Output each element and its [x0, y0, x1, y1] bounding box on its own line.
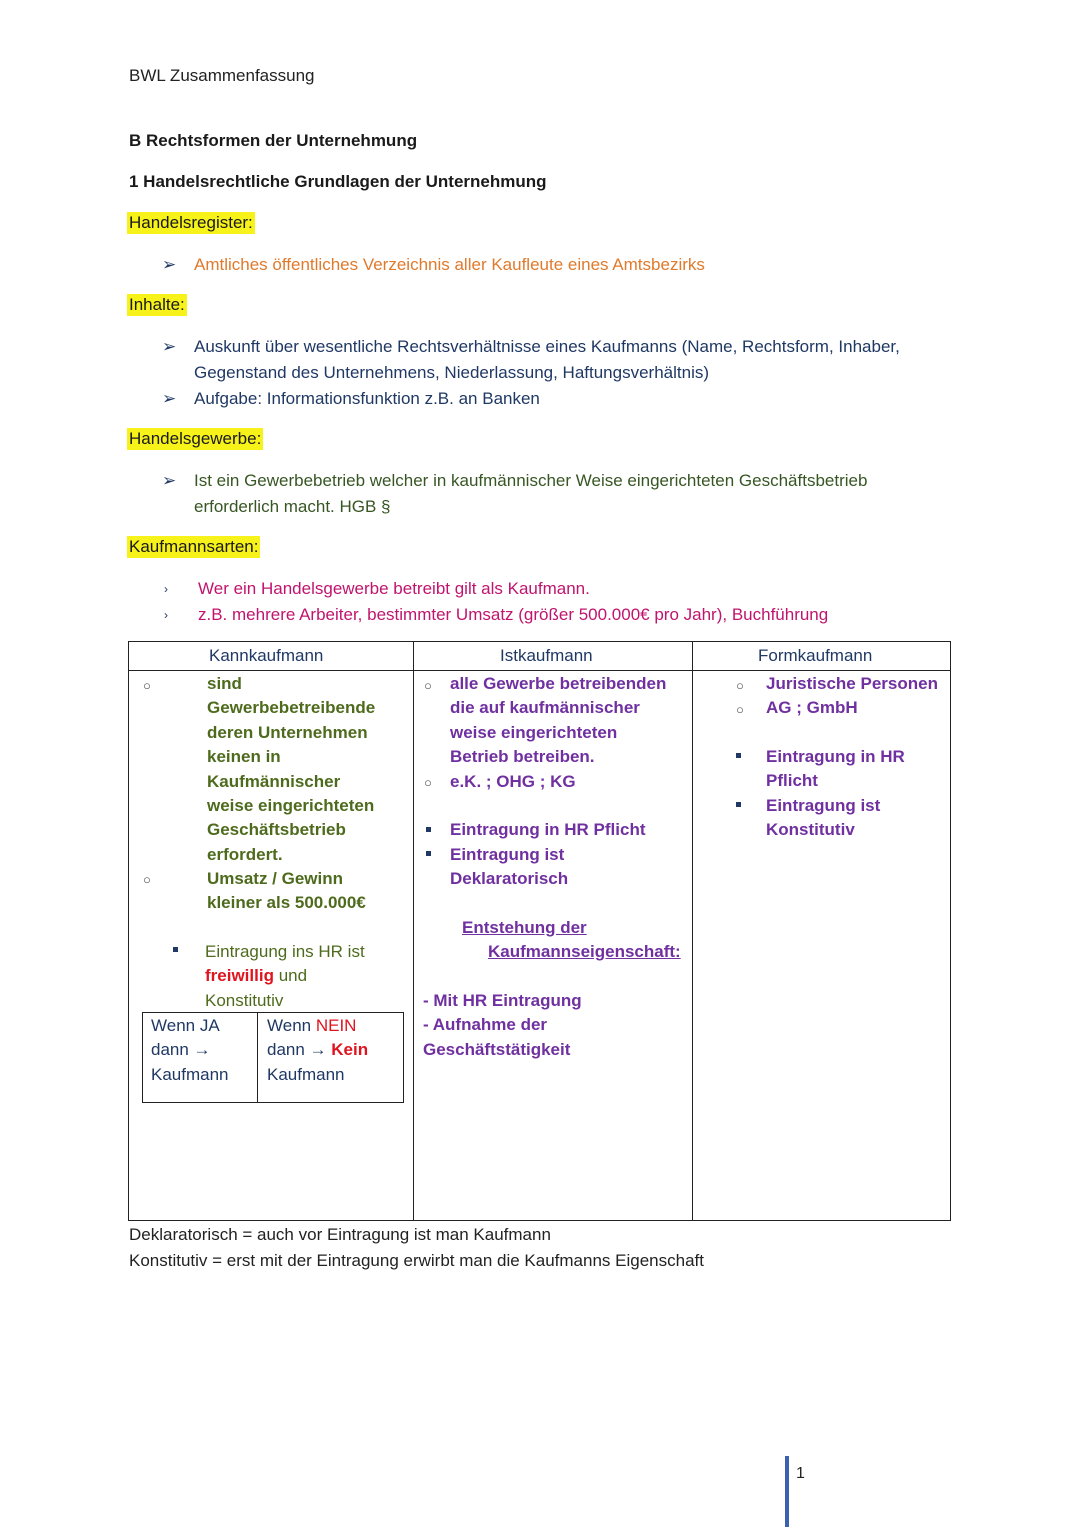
kann-desc-line: sind: [207, 674, 242, 693]
wenn-nein-line: [267, 1038, 368, 1062]
arrow-bullet-icon: ➢: [162, 471, 177, 490]
wenn-ja-line: Kaufmann: [151, 1064, 229, 1084]
circle-bullet-icon: ○: [736, 678, 744, 693]
square-bullet-icon: [426, 827, 431, 832]
table-divider: [413, 642, 414, 1220]
circle-bullet-icon: ○: [143, 872, 151, 887]
kann-umsatz: [207, 867, 366, 916]
ist-deklaratorisch-line: Eintragung ist: [450, 845, 565, 864]
kann-desc-line: Kaufmännischer: [207, 771, 341, 791]
circle-bullet-icon: ○: [736, 702, 744, 717]
small-arrow-bullet-icon: ›: [164, 582, 168, 596]
handelsregister-heading: Handelsregister:: [129, 213, 253, 232]
freiwillig-emphasis: freiwillig: [205, 966, 274, 986]
header-formkaufmann: Formkaufmann: [758, 646, 873, 665]
kann-desc-line: keinen in: [207, 747, 281, 767]
wenn-ja-line: Wenn JA: [151, 1016, 220, 1035]
square-bullet-icon: [173, 947, 178, 952]
entstehung-heading-1: Entstehung der: [462, 918, 587, 937]
form-pflicht-line: Pflicht: [766, 771, 818, 791]
wenn-nein-line: [267, 1014, 368, 1038]
document-header: BWL Zusammenfassung: [129, 66, 315, 85]
arrow-bullet-icon: ➢: [162, 389, 177, 408]
square-bullet-icon: [426, 851, 431, 856]
kaufmannsarten-item-1: [162, 576, 962, 602]
ja-nein-box: [142, 1012, 404, 1103]
kann-eintragung-line: Konstitutiv: [205, 990, 284, 1010]
ist-desc-line: weise eingerichteten: [450, 722, 618, 742]
arrow-bullet-icon: ➢: [162, 337, 177, 356]
nein-emphasis: NEIN: [315, 1016, 357, 1035]
ist-rechtsformen: e.K. ; OHG ; KG: [450, 772, 576, 791]
header-istkaufmann: Istkaufmann: [500, 646, 593, 665]
table-header-divider: [129, 670, 950, 671]
circle-bullet-icon: ○: [424, 678, 432, 693]
handelsgewerbe-line-1: Ist ein Gewerbebetrieb welcher in kaufmännischer Weise eingerichteten Geschäftsbetrieb: [194, 471, 868, 490]
wenn-nein-line: Kaufmann: [267, 1064, 345, 1084]
kann-eintragung-line: [205, 964, 365, 988]
inhalte-item-2-text: Aufgabe: Informationsfunktion z.B. an Banken: [194, 389, 540, 408]
header-kannkaufmann: Kannkaufmann: [209, 646, 324, 665]
ist-desc-line: alle Gewerbe betreibenden: [450, 674, 667, 693]
ist-desc-line: Betrieb betreiben.: [450, 747, 595, 767]
kann-eintragung: [205, 940, 365, 1013]
inhalte-item-1-line-2: Gegenstand des Unternehmens, Niederlassung, Haftungsverhältnis): [194, 363, 710, 382]
kann-eintragung-und: und: [273, 966, 308, 986]
kein-emphasis: Kein: [331, 1040, 369, 1060]
entstehung-list-line: - Mit HR Eintragung: [423, 991, 582, 1010]
kaufmannsarten-item-1-text: Wer ein Handelsgewerbe betreibt gilt als Kaufmann.: [198, 579, 590, 598]
kann-desc-line: Gewerbebetreibende: [207, 698, 376, 718]
definition-deklaratorisch: Deklaratorisch = auch vor Eintragung ist man Kaufmann: [129, 1225, 551, 1244]
kann-desc-line: erfordert.: [207, 844, 283, 864]
form-eintragung-konstitutiv: [766, 794, 880, 843]
ja-nein-divider: [257, 1013, 258, 1102]
kann-description: [207, 672, 375, 867]
kaufmannsarten-item-2-text: z.B. mehrere Arbeiter, bestimmter Umsatz (größer 500.000€ pro Jahr), Buchführung: [198, 605, 829, 624]
handelsregister-text: Amtliches öffentliches Verzeichnis aller Kaufleute eines Amtsbezirks: [194, 255, 705, 274]
inhalte-item-2: [162, 386, 962, 412]
ist-deklaratorisch-line: Deklaratorisch: [450, 869, 569, 889]
form-konstitutiv-line: Eintragung ist: [766, 796, 881, 815]
wenn-nein-cell: [267, 1014, 368, 1087]
kaufmannsarten-heading: Kaufmannsarten:: [129, 537, 259, 556]
small-arrow-bullet-icon: ›: [164, 608, 168, 622]
subsection-title: 1 Handelsrechtliche Grundlagen der Unternehmung: [129, 172, 547, 191]
dann-text: dann →: [267, 1040, 332, 1060]
table-divider: [692, 642, 693, 1220]
handelsregister-item: [162, 252, 962, 278]
section-title: B Rechtsformen der Unternehmung: [129, 131, 418, 150]
inhalte-heading: Inhalte:: [129, 295, 185, 314]
circle-bullet-icon: ○: [424, 775, 432, 790]
form-rechtsformen: AG ; GmbH: [766, 698, 858, 717]
kann-eintragung-line: Eintragung ins HR ist: [205, 942, 365, 961]
page-number-bar: [785, 1456, 789, 1527]
kann-desc-line: deren Unternehmen: [207, 722, 368, 742]
inhalte-item-1: [162, 334, 982, 386]
kaufmannsarten-item-2: [162, 602, 962, 628]
definition-konstitutiv: Konstitutiv = erst mit der Eintragung erwirbt man die Kaufmanns Eigenschaft: [129, 1251, 704, 1270]
handelsgewerbe-line-2: erforderlich macht. HGB §: [194, 497, 391, 516]
inhalte-item-1-line-1: Auskunft über wesentliche Rechtsverhältnisse eines Kaufmanns (Name, Rechtsform, Inhaber,: [194, 337, 900, 356]
ist-eintragung-deklaratorisch: [450, 843, 568, 892]
page-number: 1: [796, 1465, 805, 1482]
handelsgewerbe-heading: Handelsgewerbe:: [129, 429, 262, 448]
form-konstitutiv-line: Konstitutiv: [766, 820, 855, 840]
ist-desc-line: die auf kaufmännischer: [450, 698, 640, 718]
kann-umsatz-line: Umsatz / Gewinn: [207, 869, 344, 888]
kann-umsatz-line: kleiner als 500.000€: [207, 893, 366, 913]
square-bullet-icon: [736, 802, 741, 807]
ist-eintragung-pflicht: Eintragung in HR Pflicht: [450, 820, 646, 839]
form-juristische-personen: Juristische Personen: [766, 674, 938, 693]
ist-description: [450, 672, 666, 770]
wenn-ja-line: dann →: [151, 1040, 211, 1060]
form-eintragung-pflicht: [766, 745, 905, 794]
kaufmannsarten-table: [128, 641, 951, 1221]
kann-desc-line: Geschäftsbetrieb: [207, 820, 346, 840]
entstehung-heading-2: Kaufmannseigenschaft:: [488, 942, 681, 961]
kann-desc-line: weise eingerichteten: [207, 796, 375, 816]
handelsgewerbe-item: [162, 468, 962, 520]
wenn-ja-cell: [151, 1014, 229, 1087]
form-pflicht-line: Eintragung in HR: [766, 747, 905, 766]
arrow-bullet-icon: ➢: [162, 255, 177, 274]
wenn-text: Wenn: [267, 1016, 316, 1035]
square-bullet-icon: [736, 753, 741, 758]
circle-bullet-icon: ○: [143, 678, 151, 693]
entstehung-list: [423, 989, 582, 1062]
entstehung-list-line: - Aufnahme der: [423, 1015, 548, 1035]
entstehung-list-line: Geschäftstätigkeit: [423, 1039, 571, 1059]
